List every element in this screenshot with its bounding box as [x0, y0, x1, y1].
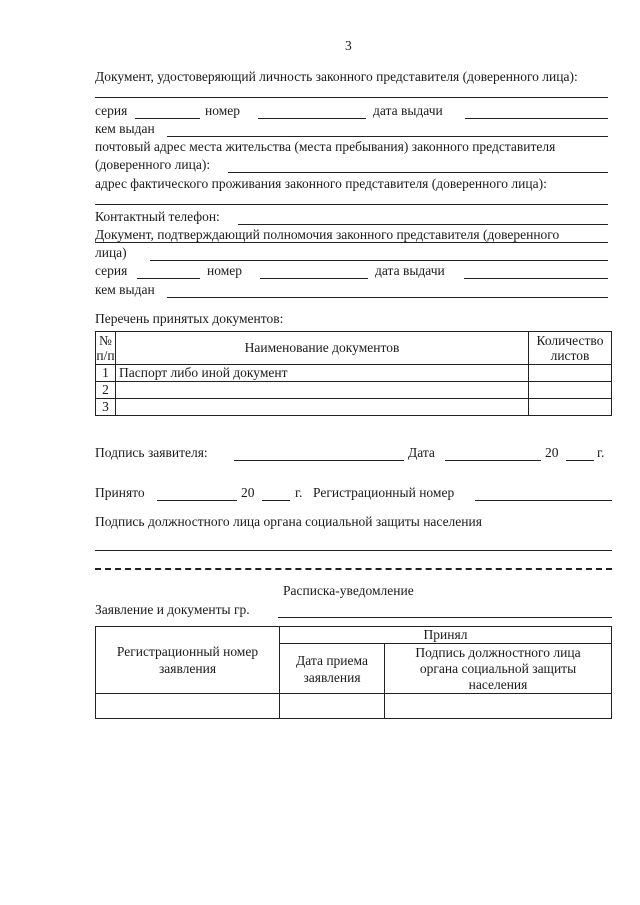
- receipt-table: [95, 626, 612, 719]
- table-row: [96, 382, 612, 399]
- accepted-year-field[interactable]: [262, 500, 290, 501]
- authority-doc-field-top[interactable]: [95, 242, 608, 243]
- date-label: Дата: [408, 445, 435, 460]
- authority-doc-label: Документ, подтверждающий полномочия законного представителя (доверенного: [95, 227, 560, 242]
- table-row: [96, 365, 612, 382]
- series-label: серия: [95, 103, 128, 118]
- phone-field[interactable]: [238, 224, 608, 225]
- receipt-statement-label: Заявление и документы гр.: [95, 602, 250, 617]
- header-doc-name: Наименование документов: [116, 332, 529, 365]
- row-doc-name[interactable]: [116, 399, 529, 416]
- year-field[interactable]: [566, 460, 594, 461]
- postal-address-field[interactable]: [228, 172, 608, 173]
- table-row: [96, 399, 612, 416]
- receipt-col-accepted: Принял: [280, 627, 612, 644]
- series-label-2: серия: [95, 263, 128, 278]
- postal-address-label: почтовый адрес места жительства (места пребывания) законного представителя: [95, 139, 556, 154]
- receipt-title: Расписка-уведомление: [283, 583, 414, 598]
- receipt-col-sign: Подпись должностного лица органа социальной защиты населения: [385, 644, 612, 694]
- docs-list-title: Перечень принятых документов:: [95, 311, 284, 326]
- row-doc-name[interactable]: Паспорт либо иной документ: [116, 365, 529, 382]
- row-num: 1: [96, 365, 116, 382]
- header-count: Количество листов: [529, 332, 612, 365]
- issue-date-label-2: дата выдачи: [375, 263, 445, 278]
- issue-date-field[interactable]: [465, 118, 608, 119]
- accepted-year-prefix: 20: [241, 485, 255, 500]
- actual-address-label: адрес фактического проживания законного представителя (доверенного лица):: [95, 176, 547, 191]
- receipt-date-cell[interactable]: [280, 694, 385, 719]
- row-count[interactable]: [529, 365, 612, 382]
- issued-by-field-2[interactable]: [167, 297, 608, 298]
- official-signature-label: Подпись должностного лица органа социальной защиты населения: [95, 514, 482, 529]
- rep-doc-blank-line[interactable]: [95, 97, 608, 98]
- number-label-2: номер: [207, 263, 243, 278]
- row-doc-name[interactable]: [116, 382, 529, 399]
- receipt-reg-cell[interactable]: [96, 694, 280, 719]
- number-field-2[interactable]: [260, 278, 368, 279]
- postal-address-label-cont: (доверенного лица):: [95, 157, 211, 172]
- actual-address-field[interactable]: [95, 204, 608, 205]
- cut-line: [95, 568, 612, 570]
- page-number: 3: [345, 38, 352, 53]
- header-num: № п/п: [96, 333, 115, 363]
- issued-by-label: кем выдан: [95, 121, 155, 136]
- issue-date-field-2[interactable]: [464, 278, 608, 279]
- year-suffix: г.: [597, 445, 605, 460]
- official-signature-field[interactable]: [95, 550, 612, 551]
- row-num: 2: [96, 382, 116, 399]
- reg-number-label: Регистрационный номер: [313, 485, 455, 500]
- row-count[interactable]: [529, 382, 612, 399]
- receipt-sign-cell[interactable]: [385, 694, 612, 719]
- row-num: 3: [96, 399, 116, 416]
- authority-doc-label-cont: лица): [95, 245, 127, 260]
- issue-date-label: дата выдачи: [373, 103, 443, 118]
- series-field[interactable]: [135, 118, 200, 119]
- table-row: [96, 694, 612, 719]
- date-field[interactable]: [445, 460, 541, 461]
- number-label: номер: [205, 103, 241, 118]
- number-field[interactable]: [258, 118, 366, 119]
- issued-by-field[interactable]: [167, 136, 608, 137]
- accepted-year-suffix: г.: [295, 485, 303, 500]
- authority-doc-field[interactable]: [150, 260, 608, 261]
- series-field-2[interactable]: [137, 278, 200, 279]
- year-prefix: 20: [545, 445, 559, 460]
- receipt-statement-field[interactable]: [278, 617, 612, 618]
- reg-number-field[interactable]: [475, 500, 612, 501]
- accepted-label: Принято: [95, 485, 145, 500]
- receipt-col-date: Дата приема заявления: [280, 644, 385, 694]
- rep-doc-title: Документ, удостоверяющий личность законного представителя (доверенного лица):: [95, 69, 578, 84]
- row-count[interactable]: [529, 399, 612, 416]
- accepted-date-field[interactable]: [157, 500, 237, 501]
- phone-label: Контактный телефон:: [95, 209, 220, 224]
- applicant-signature-label: Подпись заявителя:: [95, 445, 208, 460]
- receipt-col-reg: Регистрационный номер заявления: [96, 627, 280, 694]
- issued-by-label-2: кем выдан: [95, 282, 155, 297]
- applicant-signature-field[interactable]: [234, 460, 404, 461]
- docs-table: [95, 331, 612, 416]
